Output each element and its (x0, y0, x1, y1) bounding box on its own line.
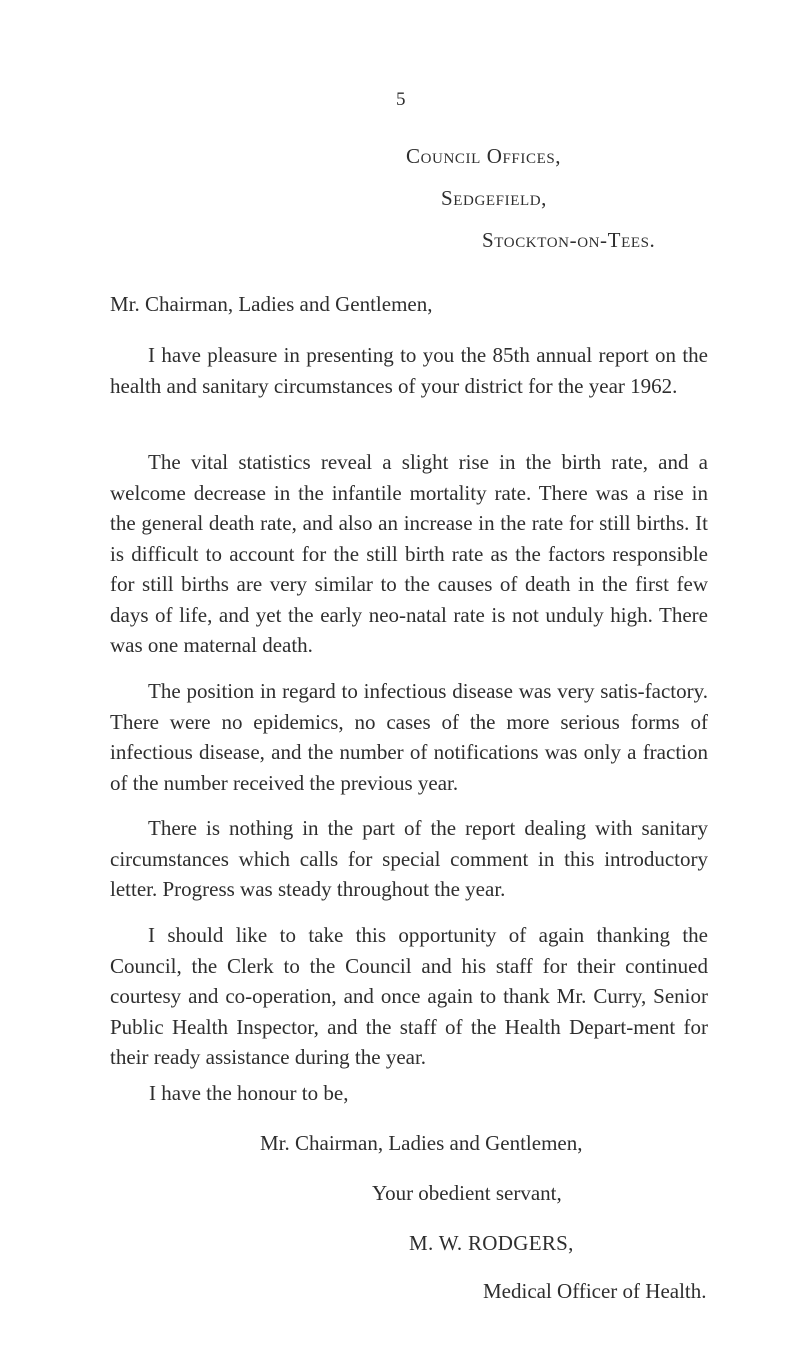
closing-valediction: Your obedient servant, (372, 1181, 562, 1205)
address-line-stockton: Stockton-on-Tees. (482, 228, 656, 252)
page-number: 5 (396, 89, 406, 110)
paragraph-infectious-disease: The position in regard to infectious disease was very satis-factory. There were no epidemics, no cases of the more serious forms of infectious disease, and the number of notifications was only a fraction of the number received the previous year. (110, 679, 708, 795)
paragraph-vital-statistics: The vital statistics reveal a slight rise in the birth rate, and a welcome decrease in the infantile mortality rate. There was a rise in the general death rate, and also an increase in the rate for still births. It is difficult to account for the still birth rate as the factors responsible for still births are very similar to the causes of death in the first few days of life, and yet the early neo-natal rate is not unduly high. There was one maternal death. (110, 450, 708, 657)
address-line-sedgefield: Sedgefield, (441, 186, 548, 210)
signatory-title: Medical Officer of Health. (483, 1279, 707, 1303)
paragraph-acknowledgements: I should like to take this opportunity of again thanking the Council, the Clerk to the Council and his staff for their continued courtesy and co-operation, and once again to thank Mr. Curry, Senior Public Health Inspector, and the staff of the Health Depart-ment for their ready assistance during the year. (110, 923, 708, 1069)
paragraph-sanitary-circumstances: There is nothing in the part of the report dealing with sanitary circumstances which calls for special comment in this introductory letter. Progress was steady throughout the year. (110, 816, 708, 901)
paragraph-introduction: I have pleasure in presenting to you the 85th annual report on the health and sanitary circumstances of your district for the year 1962. (110, 343, 708, 398)
closing-address: Mr. Chairman, Ladies and Gentlemen, (260, 1131, 583, 1155)
signatory-name: M. W. RODGERS, (409, 1231, 574, 1255)
closing-honour: I have the honour to be, (149, 1081, 349, 1105)
salutation: Mr. Chairman, Ladies and Gentlemen, (110, 292, 433, 316)
address-line-council-offices: Council Offices, (406, 144, 562, 168)
